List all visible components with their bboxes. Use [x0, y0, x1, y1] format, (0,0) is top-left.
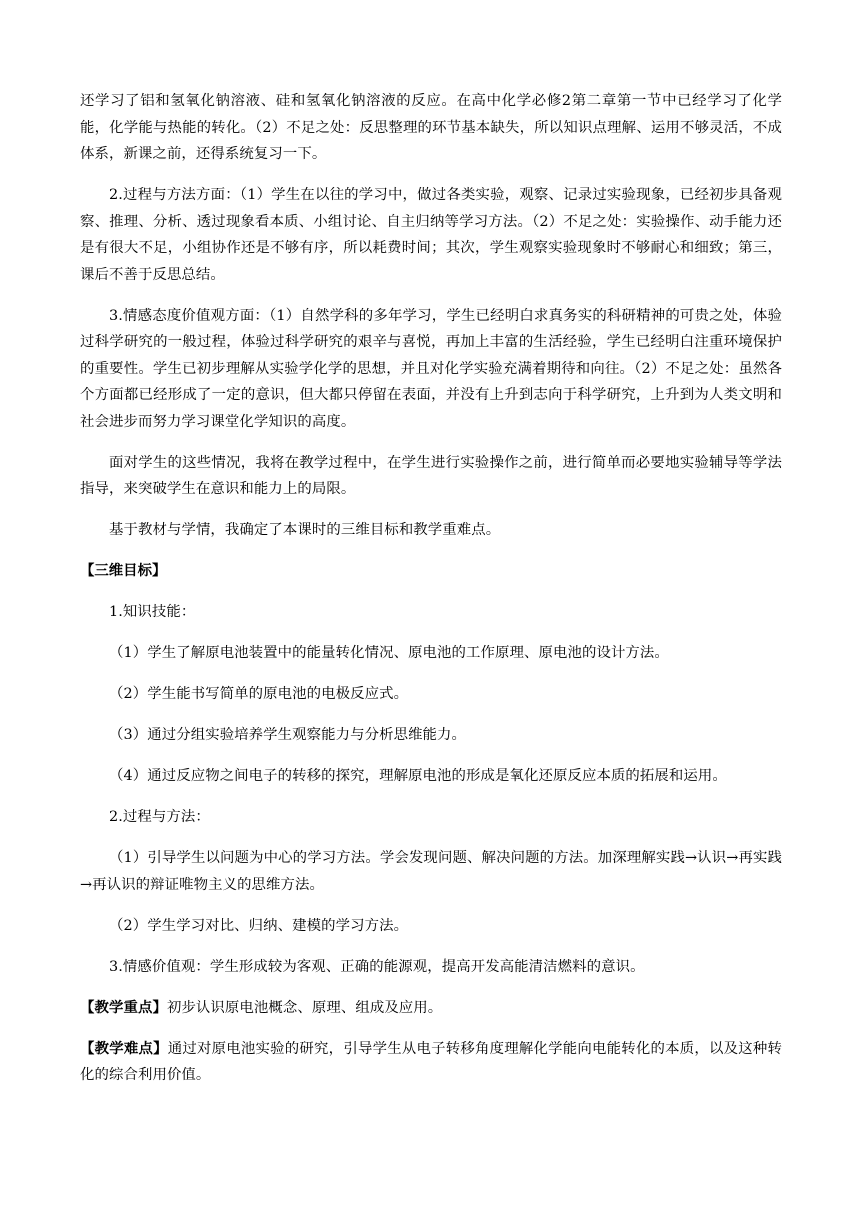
paragraph-emotion-attitude: 3.情感态度价值观方面：（1）自然学科的多年学习，学生已经明白求真务实的科研精神的可贵之处，体验过科学研究的一般过程，体验过科学研究的艰辛与喜悦，再加上丰富的生活经验，学生已经明白注重环境保护的重要性。学生已初步理解从实验学化学的思想，并且对化学实验充满着期待和向往。（2）不足之处：虽然各个方面都已经形成了一定的意识，但大都只停留在表面，并没有上升到志向于科学研究，上升到为人类文明和社会进步而努力学习课堂化学知识的高度。: [80, 307, 782, 430]
paragraph-student-knowledge-continued: 还学习了铝和氢氧化钠溶液、硅和氢氧化钠溶液的反应。在高中化学必修2第二章第一节中已经学习了化学能，化学能与热能的转化。（2）不足之处：反思整理的环节基本缺失，所以知识点理解、运用不够灵活，不成体系，新课之前，还得系统复习一下。: [80, 93, 782, 162]
paragraph-process-method: 2.过程与方法方面：（1）学生在以往的学习中，做过各类实验，观察、记录过实验现象，已经初步具备观察、推理、分析、透过现象看本质、小组讨论、自主归纳等学习方法。（2）不足之处：实验操作、动手能力还是有很大不足，小组协作还是不够有序，所以耗费时间；其次，学生观察实验现象时不够耐心和细致；第三，课后不善于反思总结。: [80, 187, 782, 283]
teaching-difficulty-label: 【教学难点】: [80, 1039, 168, 1057]
goal-emotion: 3.情感价值观：学生形成较为客观、正确的能源观，提高开发高能清洁燃料的意识。: [109, 958, 645, 975]
paragraph-teaching-approach: 面对学生的这些情况，我将在教学过程中，在学生进行实验操作之前，进行简单而必要地实验辅导等学法指导，来突破学生在意识和能力上的局限。: [80, 454, 782, 497]
teaching-key-label: 【教学重点】: [80, 998, 167, 1016]
goal-knowledge-item-3: （3）通过分组实验培养学生观察能力与分析思维能力。: [109, 727, 467, 743]
goal-knowledge-item-2: （2）学生能书写简单的原电池的电极反应式。: [109, 686, 409, 702]
goal-process-title: 2.过程与方法：: [109, 809, 210, 825]
goal-knowledge-title: 1.知识技能：: [109, 604, 196, 620]
goal-knowledge-item-4: （4）通过反应物之间电子的转移的探究，理解原电池的形成是氧化还原反应本质的拓展和运用。: [109, 768, 727, 784]
section-heading-three-goals: 【三维目标】: [80, 562, 167, 579]
goal-process-item-2: （2）学生学习对比、归纳、建模的学习方法。: [109, 917, 409, 934]
teaching-key-text: 初步认识原电池概念、原理、组成及应用。: [166, 999, 443, 1016]
teaching-key-point: [80, 995, 782, 1022]
paragraph-basis-summary: 基于教材与学情，我确定了本课时的三维目标和教学重难点。: [109, 522, 501, 538]
teaching-difficulty: [80, 1036, 782, 1089]
teaching-difficulty-text: 通过对原电池实验的研究，引导学生从电子转移角度理解化学能向电能转化的本质，以及这种转化的综合利用价值。: [80, 1040, 783, 1083]
goal-knowledge-item-1: （1）学生了解原电池装置中的能量转化情况、原电池的工作原理、原电池的设计方法。: [109, 645, 669, 661]
goal-process-item-1: （1）引导学生以问题为中心的学习方法。学会发现问题、解决问题的方法。加深理解实践→认识→再实践→再认识的辩证唯物主义的思维方法。: [80, 850, 782, 893]
